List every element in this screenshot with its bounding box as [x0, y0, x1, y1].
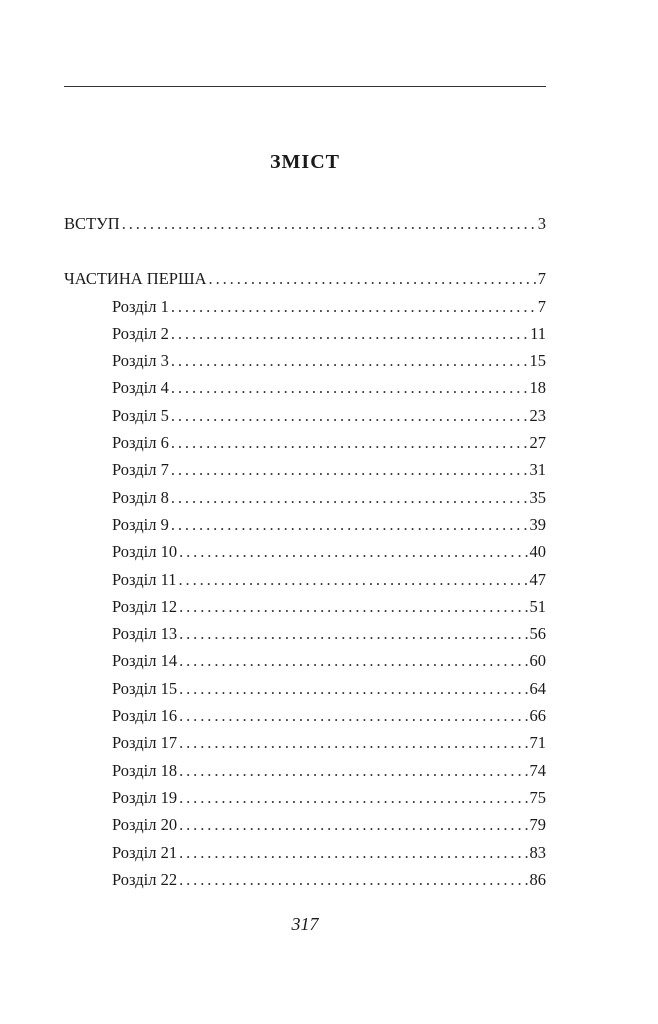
dot-leader: [122, 210, 536, 237]
dot-leader: [171, 293, 536, 320]
toc-entry[interactable]: [64, 293, 546, 320]
dot-leader: [179, 675, 527, 702]
dot-leader: [209, 265, 536, 292]
toc-entry-label: ЧАСТИНА ПЕРША: [64, 269, 207, 289]
toc-entry-page: 71: [529, 733, 546, 753]
toc-entry[interactable]: [64, 593, 546, 620]
dot-leader: [171, 320, 528, 347]
toc-entry-label: Розділ 19: [112, 787, 178, 807]
toc-entry-label: Розділ 9: [112, 514, 169, 534]
toc-entry-page: 18: [529, 378, 546, 398]
toc-entry[interactable]: [64, 647, 546, 674]
dot-leader: [179, 757, 527, 784]
dot-leader: [179, 538, 527, 565]
toc-entry-page: 66: [529, 706, 546, 726]
dot-leader: [179, 784, 527, 811]
toc-entry-label: Розділ 15: [112, 678, 178, 698]
toc-entry-page: 23: [529, 405, 546, 425]
toc-entry-page: 39: [529, 514, 546, 534]
toc-entry-page: 40: [529, 542, 546, 562]
toc-entry-label: Розділ 17: [112, 733, 178, 753]
toc-entry-page: 11: [530, 323, 546, 343]
toc-entry-page: 7: [537, 269, 546, 289]
toc-entry-page: 31: [529, 460, 546, 480]
toc-entry-label: Розділ 7: [112, 460, 169, 480]
dot-leader: [171, 511, 528, 538]
toc-entry[interactable]: [64, 729, 546, 756]
toc-entry-page: 79: [529, 815, 546, 835]
toc-entry[interactable]: [64, 210, 546, 237]
toc-entry-label: Розділ 13: [112, 624, 178, 644]
table-of-contents: [64, 210, 546, 893]
dot-leader: [171, 374, 528, 401]
toc-entry-page: 75: [529, 787, 546, 807]
dot-leader: [179, 729, 527, 756]
toc-entry-label: Розділ 2: [112, 323, 169, 343]
toc-entry[interactable]: [64, 429, 546, 456]
dot-leader: [179, 811, 527, 838]
toc-entry-page: 15: [529, 351, 546, 371]
toc-entry-label: Розділ 11: [112, 569, 177, 589]
toc-entry-label: Розділ 18: [112, 760, 178, 780]
page-number: 317: [291, 914, 319, 934]
toc-entry[interactable]: [64, 702, 546, 729]
toc-entry-page: 51: [529, 596, 546, 616]
toc-entry-label: Розділ 4: [112, 378, 169, 398]
toc-entry-label: Розділ 1: [112, 296, 169, 316]
dot-leader: [179, 839, 527, 866]
toc-entry-label: Розділ 12: [112, 596, 178, 616]
toc-entry[interactable]: [64, 675, 546, 702]
toc-entry-label: Розділ 22: [112, 869, 178, 889]
toc-entry-page: 60: [529, 651, 546, 671]
toc-entry[interactable]: [64, 511, 546, 538]
toc-entry-page: 27: [529, 433, 546, 453]
toc-entry-page: 74: [529, 760, 546, 780]
dot-leader: [171, 347, 528, 374]
toc-entry[interactable]: [64, 402, 546, 429]
toc-entry[interactable]: [64, 374, 546, 401]
dot-leader: [171, 402, 528, 429]
toc-entry[interactable]: [64, 484, 546, 511]
toc-entry[interactable]: [64, 538, 546, 565]
toc-entry[interactable]: [64, 784, 546, 811]
toc-entry[interactable]: [64, 456, 546, 483]
toc-entry-label: Розділ 14: [112, 651, 178, 671]
toc-entry-page: 3: [537, 214, 546, 233]
toc-entry-label: ВСТУП: [64, 214, 120, 233]
toc-entry[interactable]: [64, 320, 546, 347]
toc-entry-label: Розділ 21: [112, 842, 178, 862]
toc-entry-label: Розділ 8: [112, 487, 169, 507]
toc-entry-label: Розділ 3: [112, 351, 169, 371]
toc-entry-page: 56: [529, 624, 546, 644]
page-title: ЗМІСТ: [270, 151, 340, 173]
toc-entry-page: 35: [529, 487, 546, 507]
toc-entry[interactable]: [64, 839, 546, 866]
toc-entry-label: Розділ 20: [112, 815, 178, 835]
header-rule: [64, 86, 546, 87]
toc-entry[interactable]: [64, 566, 546, 593]
dot-leader: [179, 866, 527, 893]
toc-entry[interactable]: [64, 347, 546, 374]
toc-entry[interactable]: [64, 866, 546, 893]
toc-entry-page: 64: [529, 678, 546, 698]
toc-entry-label: Розділ 16: [112, 706, 178, 726]
dot-leader: [179, 647, 527, 674]
toc-entry-label: Розділ 6: [112, 433, 169, 453]
dot-leader: [171, 429, 528, 456]
dot-leader: [179, 593, 527, 620]
dot-leader: [179, 620, 527, 647]
toc-entry-page: 86: [529, 869, 546, 889]
toc-entry[interactable]: [64, 265, 546, 292]
toc-entry[interactable]: [64, 811, 546, 838]
dot-leader: [171, 484, 528, 511]
toc-entry-page: 47: [529, 569, 546, 589]
toc-entry-label: Розділ 5: [112, 405, 169, 425]
toc-entry-label: Розділ 10: [112, 542, 178, 562]
dot-leader: [179, 702, 527, 729]
toc-entry-page: 7: [537, 296, 546, 316]
dot-leader: [178, 566, 527, 593]
toc-entry-page: 83: [529, 842, 546, 862]
toc-entry[interactable]: [64, 620, 546, 647]
dot-leader: [171, 456, 528, 483]
toc-entry[interactable]: [64, 757, 546, 784]
